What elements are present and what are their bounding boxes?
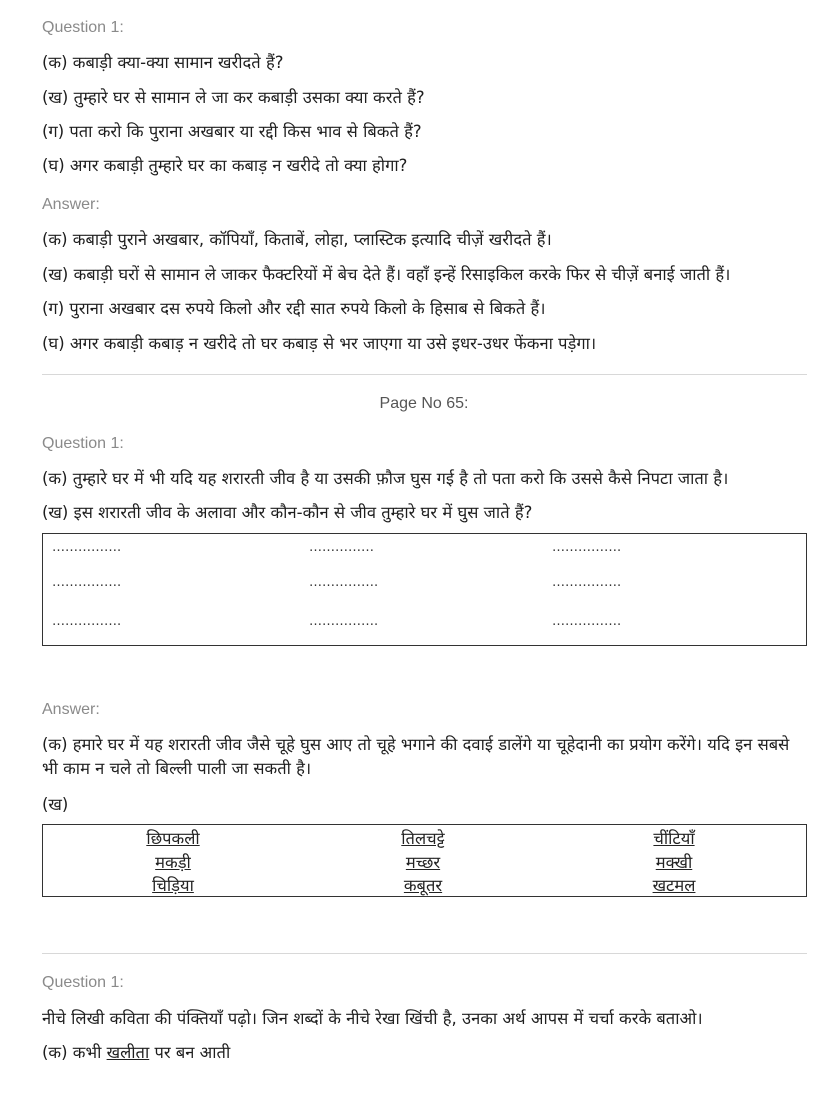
creatures-table bbox=[42, 824, 807, 897]
answer-paragraph: (क) हमारे घर में यह शरारती जीव जैसे चूहे घुस आए तो चूहे भगाने की दवाई डालेंगे या चूहेदानी का प्रयोग करेंगे। यदि इन सबसे भी काम न चले तो बिल्ली पाली जा सकती है। bbox=[42, 735, 790, 778]
blank-cell: ……………. bbox=[52, 540, 122, 555]
question-line: (ख) इस शरारती जीव के अलावा और कौन-कौन से जीव तुम्हारे घर में घुस जाते हैं? bbox=[42, 503, 533, 522]
creature-cell: चींटियाँ bbox=[653, 829, 695, 848]
question-label: Question 1: bbox=[42, 974, 124, 991]
question-line: (क) कबाड़ी क्या-क्या सामान खरीदते हैं? bbox=[42, 53, 284, 72]
question-label: Question 1: bbox=[42, 19, 124, 36]
blank-cell: ……………. bbox=[309, 575, 379, 590]
creature-cell: मक्खी bbox=[655, 853, 693, 872]
question-line: (ग) पता करो कि पुराना अखबार या रद्दी किस भाव से बिकते हैं? bbox=[42, 122, 422, 141]
blank-cell: …………… bbox=[309, 540, 374, 555]
blank-cell: ……………. bbox=[552, 614, 622, 629]
creature-cell: कबूतर bbox=[403, 876, 443, 895]
answer-line: (घ) अगर कबाड़ी कबाड़ न खरीदे तो घर कबाड़ से भर जाएगा या उसे इधर-उधर फेंकना पड़ेगा। bbox=[42, 334, 597, 353]
answer-line: (ग) पुराना अखबार दस रुपये किलो और रद्दी सात रुपये किलो के हिसाब से बिकते हैं। bbox=[42, 299, 546, 318]
poem-line bbox=[42, 1040, 230, 1063]
instruction-line: नीचे लिखी कविता की पंक्तियाँ पढ़ो। जिन शब्दों के नीचे रेखा खिंची है, उनका अर्थ आपस में चर्चा करके बताओ। bbox=[42, 1009, 703, 1028]
creature-cell: मकड़ी bbox=[155, 853, 191, 872]
page-number-heading: Page No 65: bbox=[379, 395, 469, 412]
question-line: (क) तुम्हारे घर में भी यदि यह शरारती जीव है या उसकी फ़ौज घुस गई है तो पता करो कि उससे कैसे निपटा जाता है। bbox=[42, 469, 729, 488]
blank-cell: ……………. bbox=[52, 575, 122, 590]
blank-cell: ……………. bbox=[552, 575, 622, 590]
question-line: (घ) अगर कबाड़ी तुम्हारे घर का कबाड़ न खरीदे तो क्या होगा? bbox=[42, 156, 408, 175]
answer-line: (क) कबाड़ी पुराने अखबार, कॉपियाँ, किताबें, लोहा, प्लास्टिक इत्यादि चीज़ें खरीदते हैं। bbox=[42, 230, 552, 249]
answer-line: (ख) कबाड़ी घरों से सामान ले जाकर फैक्टरियों में बेच देते हैं। वहाँ इन्हें रिसाइकिल करके फिर से चीज़ें बनाई जाती हैं। bbox=[42, 265, 731, 284]
blank-cell: ……………. bbox=[52, 614, 122, 629]
blank-answer-grid bbox=[42, 533, 807, 646]
answer-label: Answer: bbox=[42, 196, 100, 213]
creature-cell: खटमल bbox=[652, 876, 696, 895]
answer-sub-label: (ख) bbox=[42, 795, 69, 814]
blank-cell: ……………. bbox=[309, 614, 379, 629]
blank-cell: ……………. bbox=[552, 540, 622, 555]
poem-line-suffix: पर बन आती bbox=[154, 1043, 231, 1062]
question-label: Question 1: bbox=[42, 435, 124, 452]
creature-cell: छिपकली bbox=[146, 829, 200, 848]
section-divider bbox=[42, 374, 807, 375]
creature-cell: चिड़िया bbox=[152, 876, 194, 895]
poem-line-prefix: (क) कभी bbox=[42, 1043, 102, 1062]
poem-underlined-word: खलीता bbox=[106, 1043, 150, 1062]
section-divider bbox=[42, 953, 807, 954]
creature-cell: मच्छर bbox=[405, 853, 441, 872]
answer-label: Answer: bbox=[42, 701, 100, 718]
question-line: (ख) तुम्हारे घर से सामान ले जा कर कबाड़ी उसका क्या करते हैं? bbox=[42, 88, 425, 107]
creature-cell: तिलचट्टे bbox=[401, 829, 445, 848]
